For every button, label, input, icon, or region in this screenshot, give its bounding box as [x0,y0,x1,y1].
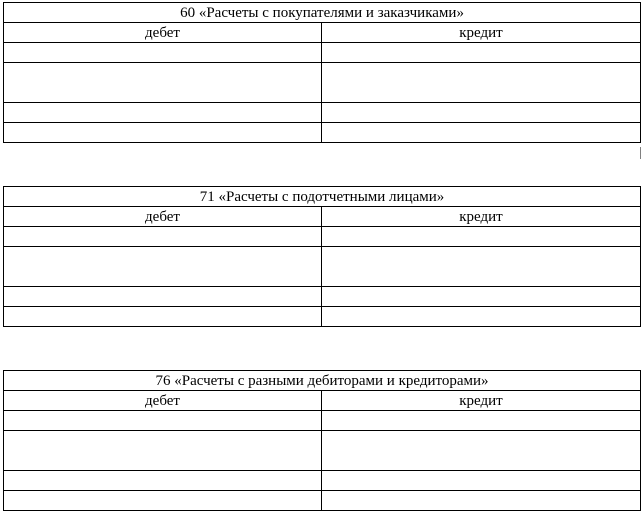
account-76-table [3,370,641,511]
debit-cell[interactable] [4,103,322,123]
credit-cell[interactable] [322,471,641,491]
debit-cell[interactable] [4,287,322,307]
credit-cell[interactable] [322,103,641,123]
table-row [4,287,641,307]
debit-cell[interactable] [4,247,322,287]
account-71-table [3,186,641,327]
debit-cell[interactable] [4,43,322,63]
account-title: 71 «Расчеты с подотчетными лицами» [4,187,641,207]
credit-cell[interactable] [322,411,641,431]
debit-header: дебет [4,391,322,411]
credit-cell[interactable] [322,431,641,471]
table-row [4,471,641,491]
debit-cell[interactable] [4,431,322,471]
debit-cell[interactable] [4,227,322,247]
debit-cell[interactable] [4,471,322,491]
credit-cell[interactable] [322,247,641,287]
debit-cell[interactable] [4,411,322,431]
text-cursor-mark [640,147,641,159]
table-row [4,307,641,327]
debit-cell[interactable] [4,491,322,511]
table-row [4,227,641,247]
table-row [4,431,641,471]
account-60-table [3,2,641,143]
account-title: 76 «Расчеты с разными дебиторами и кредиторами» [4,371,641,391]
account-title: 60 «Расчеты с покупателями и заказчиками» [4,3,641,23]
table-row [4,103,641,123]
credit-cell[interactable] [322,123,641,143]
table-row [4,491,641,511]
table-row [4,247,641,287]
table-row [4,63,641,103]
credit-header: кредит [322,207,641,227]
credit-cell[interactable] [322,491,641,511]
table-row [4,411,641,431]
credit-cell[interactable] [322,307,641,327]
debit-cell[interactable] [4,63,322,103]
credit-cell[interactable] [322,43,641,63]
debit-cell[interactable] [4,307,322,327]
credit-cell[interactable] [322,287,641,307]
debit-header: дебет [4,207,322,227]
debit-header: дебет [4,23,322,43]
table-row [4,43,641,63]
credit-cell[interactable] [322,63,641,103]
credit-header: кредит [322,391,641,411]
table-row [4,123,641,143]
credit-cell[interactable] [322,227,641,247]
debit-cell[interactable] [4,123,322,143]
credit-header: кредит [322,23,641,43]
